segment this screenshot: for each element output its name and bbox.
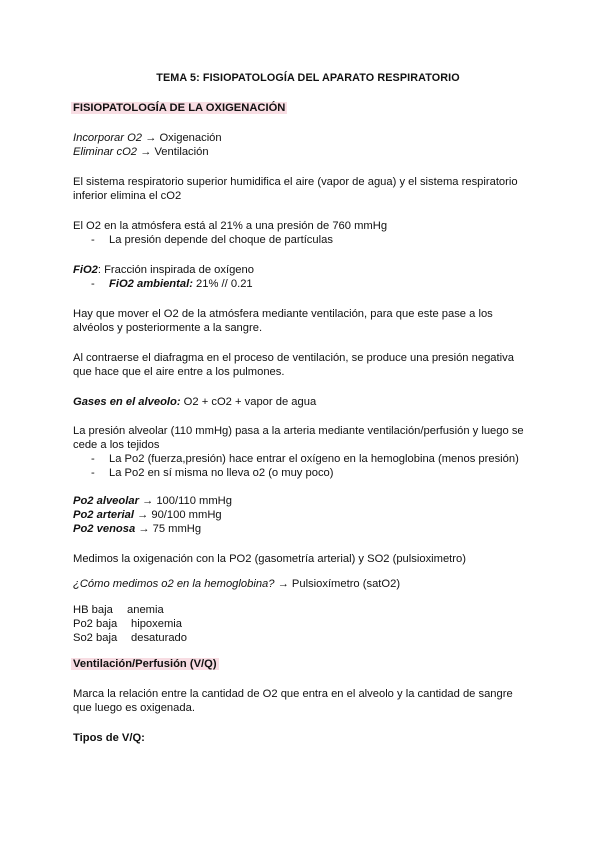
paragraph-line: que hace que el aire entre a los pulmones.: [73, 366, 285, 378]
po2-term: Po2 venosa: [73, 523, 136, 535]
highlighted-heading: Ventilación/Perfusión (V/Q): [73, 658, 217, 670]
table-row: [73, 631, 543, 645]
fio2-term: FiO2: [73, 264, 98, 276]
po2-value: → 90/100 mmHg: [133, 509, 222, 521]
paragraph-line: Marca la relación entre la cantidad de O2 que entra en el alveolo y la cantidad de sangre: [73, 688, 513, 700]
eliminar-term: Eliminar cO2: [73, 146, 138, 158]
tipos-heading: Tipos de V/Q:: [73, 732, 145, 744]
fio2-ambiental-value: 21% // 0.21: [192, 278, 253, 290]
section-heading-vq: [73, 657, 219, 671]
paragraph-line: Medimos la oxigenación con la PO2 (gasometría arterial) y SO2 (pulsioximetro): [73, 553, 466, 565]
eliminar-line: [73, 145, 209, 159]
po2-line: [73, 494, 232, 508]
fio2-ambiental-term: FiO2 ambiental:: [109, 278, 193, 290]
arrow: →: [137, 146, 155, 158]
highlighted-heading: FISIOPATOLOGÍA DE LA OXIGENACIÓN: [73, 102, 286, 114]
bullet-text: [109, 277, 253, 291]
gases-line: [73, 395, 316, 409]
paragraph-line: El O2 en la atmósfera está al 21% a una presión de 760 mmHg: [73, 220, 388, 232]
arrow: →: [142, 132, 160, 144]
bullet-dash: -: [91, 278, 95, 290]
table-row: [73, 603, 543, 617]
table-cell-right: anemia: [127, 604, 164, 616]
po2-value: → 75 mmHg: [135, 523, 202, 535]
bullet-dash: -: [91, 234, 95, 246]
table-cell-right: hipoxemia: [131, 618, 182, 630]
paragraph-line: inferior elimina el cO2: [73, 190, 182, 202]
po2-line: [73, 522, 201, 536]
table-cell-left: So2 baja: [73, 632, 118, 644]
bullet-text: La presión depende del choque de partículas: [109, 234, 333, 246]
gases-term: Gases en el alveolo:: [73, 396, 181, 408]
table-cell-right: desaturado: [131, 632, 187, 644]
table-row: [73, 617, 543, 631]
section-heading-oxigenacion: [73, 101, 287, 115]
paragraph-line: Al contraerse el diafragma en el proceso de ventilación, se produce una presión negativa: [73, 352, 514, 364]
paragraph-line: cede a los tejidos: [73, 439, 160, 451]
paragraph-line: El sistema respiratorio superior humidifica el aire (vapor de agua) y el sistema respiratorio: [73, 176, 518, 188]
document-title: TEMA 5: FISIOPATOLOGÍA DEL APARATO RESPIRATORIO: [156, 72, 460, 84]
incorporar-value: Oxigenación: [159, 132, 222, 144]
paragraph-line: La presión alveolar (110 mmHg) pasa a la arteria mediante ventilación/perfusión y luego se: [73, 425, 524, 437]
question-value: → Pulsioxímetro (satO2): [274, 578, 401, 590]
table-cell-left: Po2 baja: [73, 618, 118, 630]
gases-value: O2 + cO2 + vapor de agua: [180, 396, 317, 408]
incorporar-term: Incorporar O2: [73, 132, 143, 144]
bullet-text: La Po2 (fuerza,presión) hace entrar el oxígeno en la hemoglobina (menos presión): [109, 453, 519, 465]
paragraph-line: que luego es oxigenada.: [73, 702, 195, 714]
bullet-dash: -: [91, 453, 95, 465]
question-term: ¿Cómo medimos o2 en la hemoglobina?: [73, 578, 275, 590]
question-line: [73, 577, 400, 591]
paragraph-line: Hay que mover el O2 de la atmósfera mediante ventilación, para que este pase a los: [73, 308, 493, 320]
po2-term: Po2 arterial: [73, 509, 134, 521]
paragraph-line: alvéolos y posteriormente a la sangre.: [73, 322, 263, 334]
incorporar-line: [73, 131, 222, 145]
fio2-line: [73, 263, 254, 277]
po2-term: Po2 alveolar: [73, 495, 139, 507]
bullet-text: La Po2 en sí misma no lleva o2 (o muy poco): [109, 467, 334, 479]
fio2-text: : Fracción inspirada de oxígeno: [97, 264, 254, 276]
eliminar-value: Ventilación: [154, 146, 209, 158]
po2-value: → 100/110 mmHg: [138, 495, 232, 507]
po2-line: [73, 508, 222, 522]
table-cell-left: HB baja: [73, 604, 113, 616]
bullet-dash: -: [91, 467, 95, 479]
